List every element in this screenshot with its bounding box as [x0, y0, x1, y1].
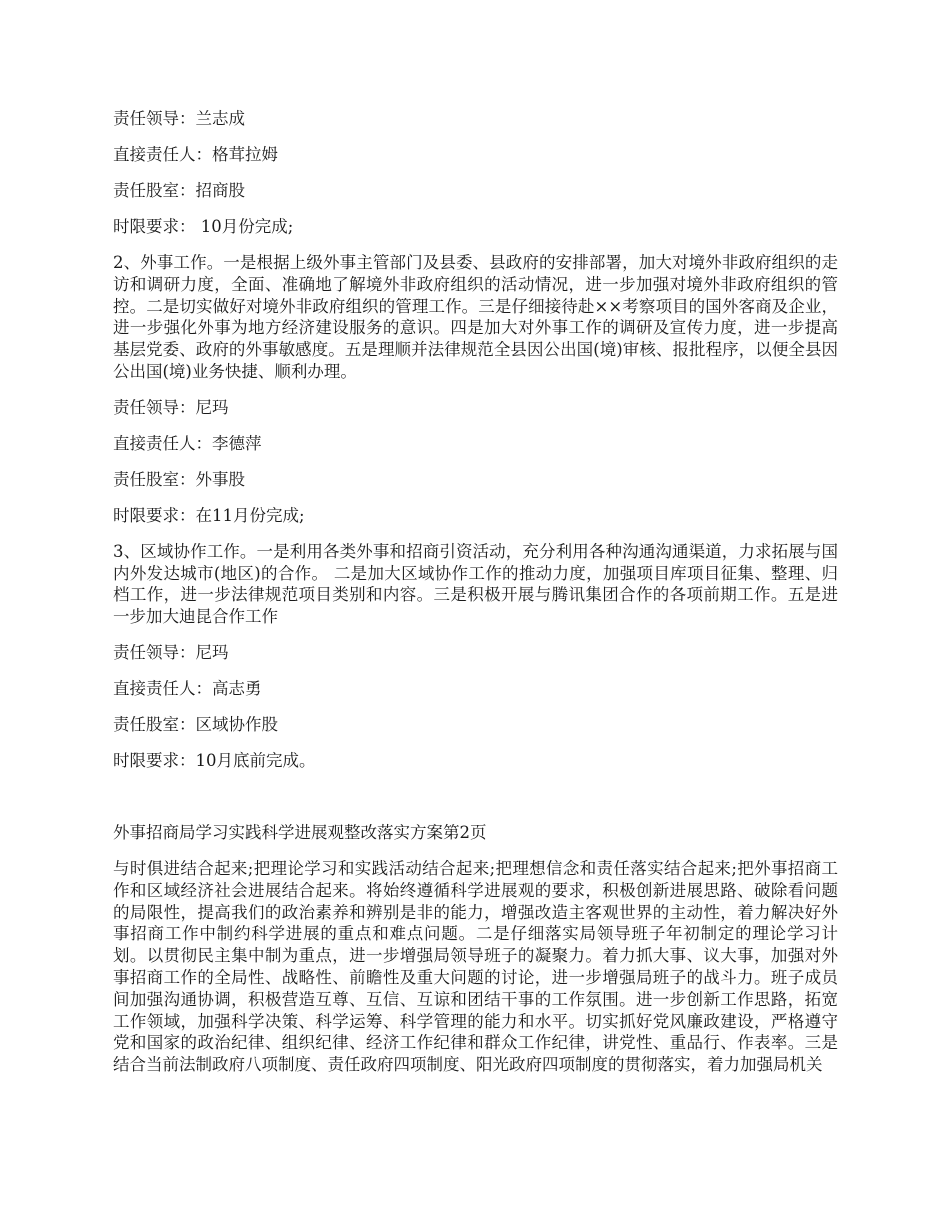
deadline-1: 时限要求： 10月份完成; — [113, 217, 294, 236]
direct-responsible-3: 直接责任人：高志勇 — [113, 678, 262, 698]
responsible-office-1: 责任股室：招商股 — [113, 181, 245, 200]
direct-responsible-2: 直接责任人：李德萍 — [113, 433, 262, 453]
page-2-heading: 外事招商局学习实践科学进展观整改落实方案第2页 — [113, 822, 487, 842]
deadline-3: 时限要求：10月底前完成。 — [113, 750, 316, 770]
deadline-2: 时限要求：在11月份完成; — [113, 505, 305, 525]
responsible-office-2: 责任股室：外事股 — [113, 469, 245, 489]
responsible-office-3: 责任股室：区域协作股 — [113, 714, 278, 734]
item-2-foreign-affairs: 2、外事工作。一是根据上级外事主管部门及县委、县政府的安排部署，加大对境外非政府组织的走访和调研力度，全面、准确地了解境外非政府组织的活动情况，进一步加强对境外非政府组织的管控。二是切实做好对境外非政府组织的管理工作。三是仔细接待赴××考察项目的国外客商及企业，进一步强化外事为地方经济建设服务的意识。四是加大对外事工作的调研及宣传力度，进一步提高基层党委、政府的外事敏感度。五是理顺并法律规范全县因公出国(境)审核、报批程序，以便全县因公出国(境)业务快捷、顺利办理。 — [113, 253, 838, 381]
responsible-leader-3: 责任领导：尼玛 — [113, 642, 229, 662]
responsible-leader-2: 责任领导：尼玛 — [113, 397, 229, 417]
item-3-regional-cooperation: 3、区域协作工作。一是利用各类外事和招商引资活动，充分利用各种沟通沟通渠道，力求拓展与国内外发达城市(地区)的合作。 二是加大区域协作工作的推动力度，加强项目库项目征集、整理、归档工作，进一步法律规范项目类别和内容。三是积极开展与腾讯集团合作的各项前期工作。五是进一步加大迪昆合作工作 — [113, 541, 838, 627]
direct-responsible-1: 直接责任人：格茸拉姆 — [113, 145, 278, 164]
section-gap — [113, 786, 838, 822]
document-page — [113, 108, 838, 1076]
page-2-body: 与时俱进结合起来;把理论学习和实践活动结合起来;把理想信念和责任落实结合起来;把外事招商工作和区域经济社会进展结合起来。将始终遵循科学进展观的要求，积极创新进展思路、破除看问题的局限性，提高我们的政治素养和辨别是非的能力，增强改造主客观世界的主动性，着力解决好外事招商工作中制约科学进展的重点和难点问题。二是仔细落实局领导班子年初制定的理论学习计划。以贯彻民主集中制为重点，进一步增强局领导班子的凝聚力。着力抓大事、议大事，加强对外事招商工作的全局性、战略性、前瞻性及重大问题的讨论，进一步增强局班子的战斗力。班子成员间加强沟通协调，积极营造互尊、互信、互谅和团结干事的工作氛围。进一步创新工作思路，拓宽工作领域，加强科学决策、科学运筹、科学管理的能力和水平。切实抓好党风廉政建设，严格遵守党和国家的政治纪律、组织纪律、经济工作纪律和群众工作纪律，讲党性、重品行、作表率。三是结合当前法制政府八项制度、责任政府四项制度、阳光政府四项制度的贯彻落实，着力加强局机关 — [113, 858, 838, 1075]
responsible-leader-1: 责任领导：兰志成 — [113, 109, 245, 128]
